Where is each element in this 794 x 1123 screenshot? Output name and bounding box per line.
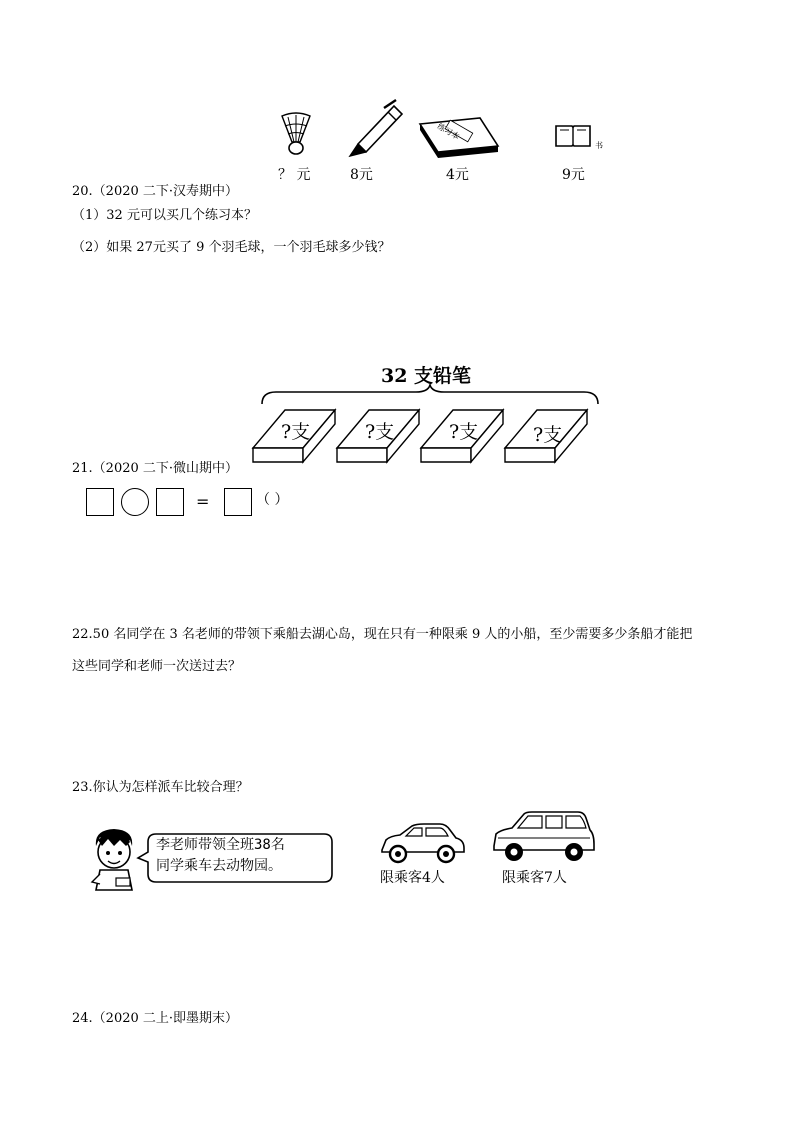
box-label-2: ?支 xyxy=(365,421,395,443)
answer-box-1[interactable] xyxy=(86,488,114,516)
q22-line2: 这些同学和老师一次送过去？ xyxy=(72,659,242,674)
pencil-diagram-title: 32 支铅笔 xyxy=(381,365,472,387)
unit-blank[interactable]: （ ） xyxy=(256,492,289,508)
price-exercise-book: 4元 xyxy=(446,167,469,183)
q20-part1: （1）32 元可以买几个练习本？ xyxy=(72,208,257,223)
exercise-book-icon xyxy=(418,116,500,158)
large-car-icon xyxy=(490,808,596,862)
price-pen: 8元 xyxy=(350,167,373,183)
q20-part2: （2）如果 27元买了 9 个羽毛球，一个羽毛球多少钱？ xyxy=(72,240,391,255)
q22-line1: 22.50 名同学在 3 名老师的带领下乘船去湖心岛，现在只有一种限乘 9 人的小船，至少需要多少条船才能把 xyxy=(72,627,693,642)
shuttlecock-icon xyxy=(278,112,314,158)
price-book: 9元 xyxy=(562,167,585,183)
book-icon xyxy=(554,122,592,150)
answer-box-2[interactable] xyxy=(156,488,184,516)
large-car-label: 限乘客7人 xyxy=(502,870,567,886)
price-shuttlecock: ？ 元 xyxy=(278,167,311,183)
brace xyxy=(260,384,600,406)
box-label-1: ?支 xyxy=(281,421,311,443)
speech-line-2: 同学乘车去动物园。 xyxy=(156,858,282,874)
q24-header: 24.（2020 二上·即墨期末） xyxy=(72,1011,239,1026)
boy-icon xyxy=(86,826,142,892)
notebook-cover-label: 练习本 xyxy=(435,121,461,142)
equals-sign: = xyxy=(196,492,210,511)
pen-icon xyxy=(344,98,406,160)
small-car-label: 限乘客4人 xyxy=(380,870,445,886)
box-label-3: ?支 xyxy=(449,421,479,443)
q21-header: 21.（2020 二下·微山期中） xyxy=(72,461,239,476)
box-label-4: ?支 xyxy=(533,424,563,446)
q20-header: 20.（2020 二下·汉寿期中） xyxy=(72,184,239,199)
operator-circle[interactable] xyxy=(121,488,149,516)
q23-question: 23.你认为怎样派车比较合理？ xyxy=(72,780,249,795)
small-car-icon xyxy=(378,820,468,864)
answer-box-result[interactable] xyxy=(224,488,252,516)
book-label: 书 xyxy=(595,141,603,150)
speech-line-1: 李老师带领全班38名 xyxy=(156,837,285,853)
